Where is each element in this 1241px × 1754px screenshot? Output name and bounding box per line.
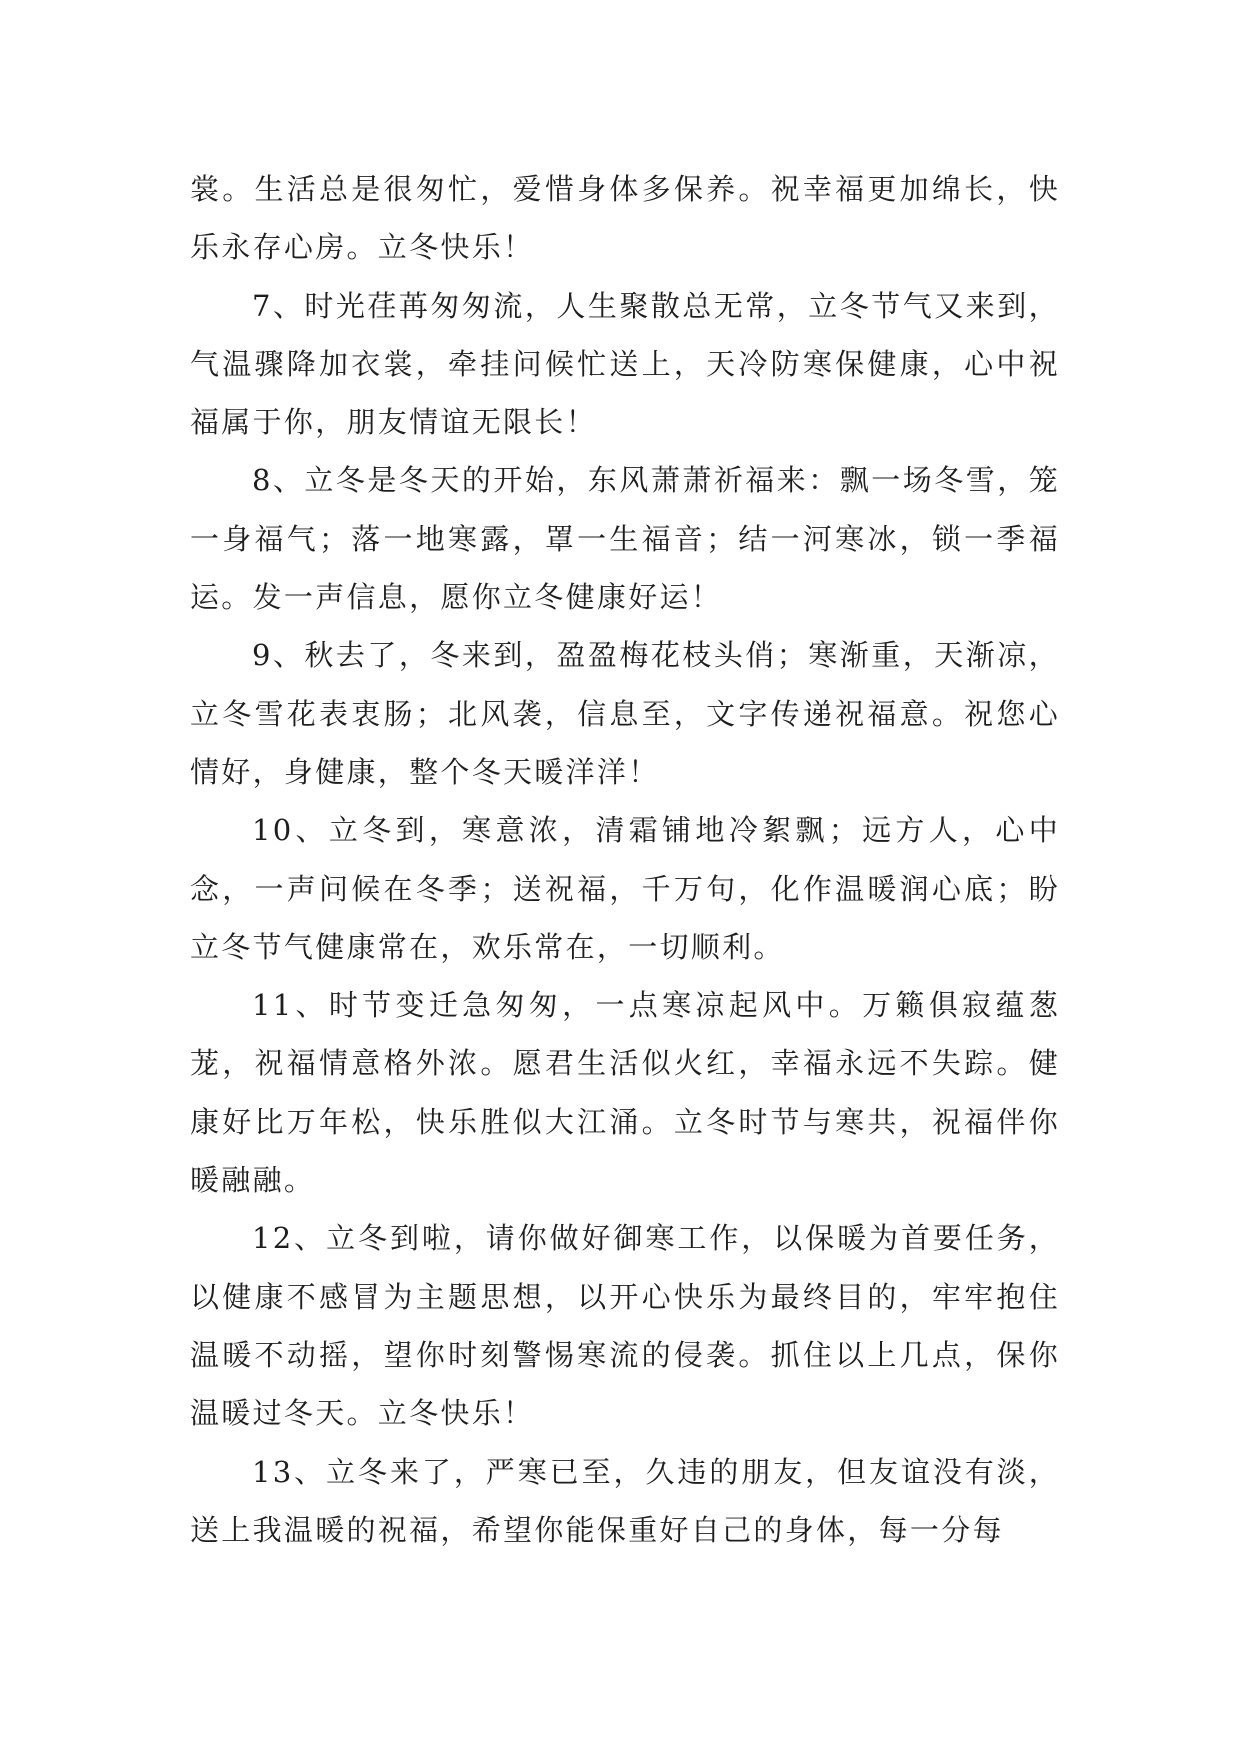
paragraph-item-13: 13、立冬来了，严寒已至，久违的朋友，但友谊没有淡，送上我温暖的祝福，希望你能保重好自己的身体，每一分每 (190, 1454, 1060, 1547)
paragraph-item-11: 11、时节变迁急匆匆，一点寒凉起风中。万籁俱寂蕴葱茏，祝福情意格外浓。愿君生活似火红，幸福永远不失踪。健康好比万年松，快乐胜似大江涌。立冬时节与寒共，祝福伴你暖融融。 (190, 988, 1060, 1198)
paragraph-item-8: 8、立冬是冬天的开始，东风萧萧祈福来：飘一场冬雪，笼一身福气；落一地寒露，罩一生福音；结一河寒冰，锁一季福运。发一声信息，愿你立冬健康好运！ (190, 463, 1060, 615)
document-body (190, 160, 1060, 1559)
paragraph-item-10: 10、立冬到，寒意浓，清霜铺地冷絮飘；远方人，心中念，一声问候在冬季；送祝福，千万句，化作温暖润心底；盼立冬节气健康常在，欢乐常在，一切顺利。 (190, 813, 1060, 964)
paragraph-item-9: 9、秋去了，冬来到，盈盈梅花枝头俏；寒渐重，天渐凉，立冬雪花表衷肠；北风袭，信息至，文字传递祝福意。祝您心情好，身健康，整个冬天暖洋洋！ (190, 638, 1060, 789)
paragraph-item-7: 7、时光荏苒匆匆流，人生聚散总无常，立冬节气又来到，气温骤降加衣裳，牵挂问候忙送上，天冷防寒保健康，心中祝福属于你，朋友情谊无限长！ (190, 288, 1060, 440)
paragraph-continuation: 裳。生活总是很匆忙，爱惜身体多保养。祝幸福更加绵长，快乐永存心房。立冬快乐！ (190, 172, 1060, 265)
paragraph-item-12: 12、立冬到啦，请你做好御寒工作，以保暖为首要任务，以健康不感冒为主题思想，以开心快乐为最终目的，牢牢抱住温暖不动摇，望你时刻警惕寒流的侵袭。抓住以上几点，保你温暖过冬天。立冬快乐！ (190, 1221, 1060, 1431)
